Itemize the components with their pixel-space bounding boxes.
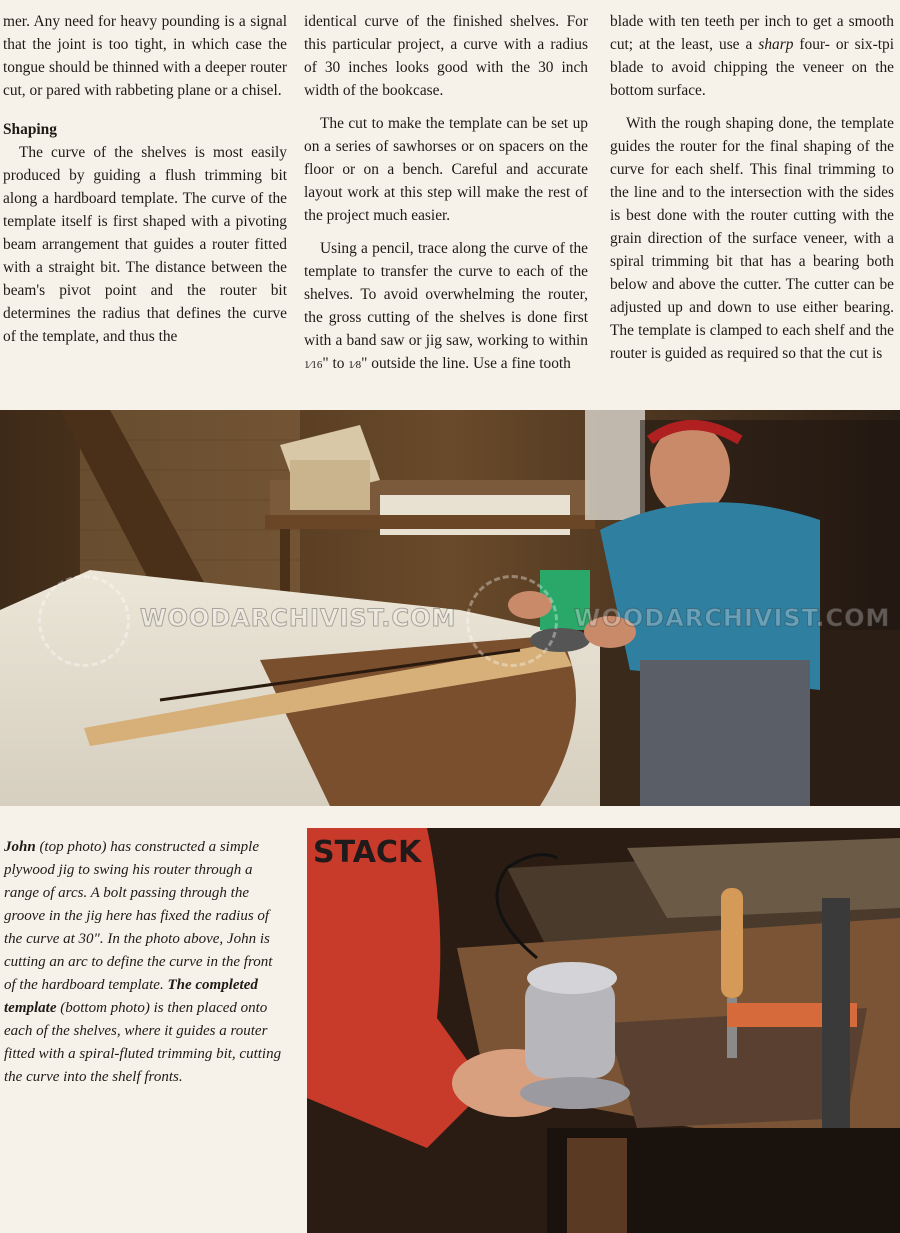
text-run: four- or six-tpi blade to avoid chipping the veneer on the bottom surface. — [610, 36, 894, 99]
caption-bold: The completed template — [4, 977, 258, 1016]
caption-text: (bottom photo) is then placed onto each of the shelves, where it guides a router fitted with a spiral-fluted trimming bit, cutting the curve into the shelf fronts. — [4, 1000, 282, 1085]
fraction: 1⁄16 — [304, 359, 323, 371]
text-run: " outside the line. Use a fine tooth — [361, 355, 571, 372]
caption-name: John — [4, 839, 36, 855]
watermark: WOODARCHIVIST.COM — [574, 604, 891, 632]
section-heading: Shaping — [3, 121, 57, 138]
fraction: 1⁄8 — [348, 359, 362, 371]
text-run: blade with ten teeth per inch to get a smooth cut; at the least, use a — [610, 13, 894, 53]
paragraph: The cut to make the template can be set up on a series of sawhorses or on spacers on the floor or on a bench. Careful and accurate layout work at this step will make the rest of the project much easier. — [304, 115, 588, 224]
watermark-gear-icon — [38, 575, 130, 667]
paragraph: With the rough shaping done, the template guides the router for the final shaping of the curve for each shelf. This final trimming to the line and to the intersection with the sides is best done with the router cutting with the grain direction of the surface veneer, with a spiral trimming bit that has a bearing both below and above the cutter. The cutter can be adjusted up and down to use either bearing. The template is clamped to each shelf and the router is guided as required so that the cut is — [610, 115, 894, 362]
watermark-gear-icon — [466, 575, 558, 667]
bottom-photo — [307, 828, 900, 1233]
text-run: " to — [322, 355, 349, 372]
photo-caption — [4, 836, 284, 1089]
paragraph — [610, 10, 894, 102]
text-column-2 — [304, 10, 588, 377]
text-column-1 — [3, 10, 287, 348]
watermark: WOODARCHIVIST.COM — [140, 604, 457, 632]
text-column-3 — [610, 10, 894, 365]
shirt-lettering: STACK — [313, 835, 422, 870]
paragraph: identical curve of the finished shelves. For this particular project, a curve with a radius of 30 inches looks good with the 30 inch width of the bookcase. — [304, 13, 588, 99]
caption-text: (top photo) has constructed a simple plywood jig to swing his router through a range of arcs. A bolt passing through the groove in the jig here has fixed the radius of the curve at 30". In the photo above, John is cutting an arc to define the curve in the front of the hardboard template. — [4, 839, 273, 993]
paragraph: mer. Any need for heavy pounding is a signal that the joint is too tight, in which case the tongue should be thinned with a deeper router cut, or pared with rabbeting plane or a chisel. — [3, 13, 287, 99]
paragraph: The curve of the shelves is most easily produced by guiding a flush trimming bit along a hardboard template. The curve of the template itself is first shaped with a pivoting beam arrangement that guides a router fitted with a straight bit. The distance between the beam's pivot point and the router bit determines the radius that defines the curve of the template, and thus the — [3, 144, 287, 345]
text-run: Using a pencil, trace along the curve of the template to transfer the curve to each of the shelves. To avoid overwhelming the router, the gross cutting of the shelves is done first with a band saw or jig saw, working to within — [304, 240, 588, 349]
emphasis: sharp — [758, 36, 794, 53]
paragraph — [304, 237, 588, 377]
